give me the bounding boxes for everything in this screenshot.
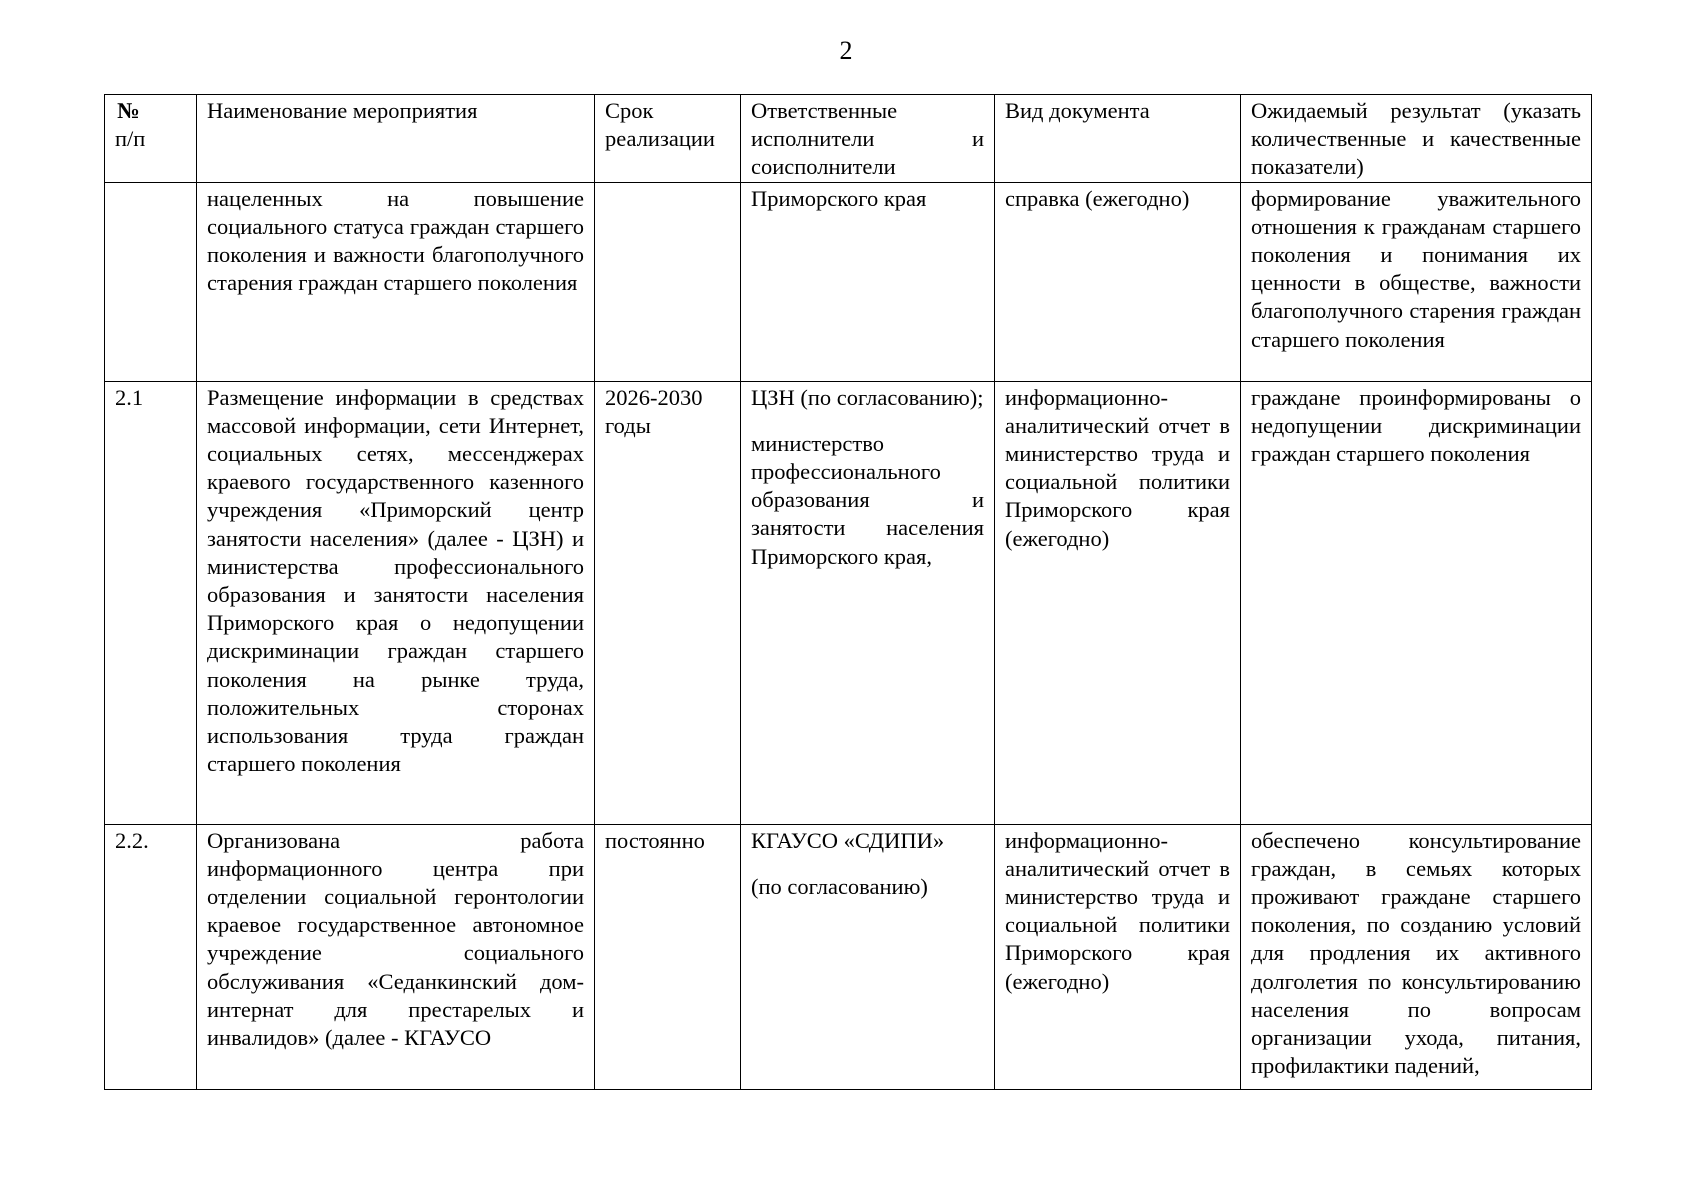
row-doc-type: справка (ежегодно) bbox=[995, 182, 1241, 381]
row-responsible-primary: ЦЗН (по согласованию); bbox=[751, 384, 984, 410]
row-result: формирование уважительного отношения к гражданам старшего поколения и понимания их ценности в обществе, важности благополучного старения граждан старшего поколения bbox=[1241, 182, 1592, 381]
row-name: Организована работа информационного центра при отделении социальной геронтологии краевое государственное автономное учреждение социального обслуживания «Седанкинский дом-интернат для престарелых и инвалидов» (далее - КГАУСО bbox=[197, 824, 595, 1089]
row-doc-type: информационно-аналитический отчет в министерство труда и социальной политики Приморского края (ежегодно) bbox=[995, 824, 1241, 1089]
row-term: 2026-2030 годы bbox=[595, 381, 741, 824]
row-number bbox=[105, 182, 197, 381]
row-result: обеспечено консультирование граждан, в семьях которых проживают граждане старшего поколения, по созданию условий для продления их активного долголетия по консультированию населения по вопросам организации ухода, питания, профилактики падений, bbox=[1241, 824, 1592, 1089]
header-doc-type: Вид документа bbox=[995, 95, 1241, 183]
header-result: Ожидаемый результат (указать количественные и качественные показатели) bbox=[1241, 95, 1592, 183]
row-responsible bbox=[741, 182, 995, 381]
row-number: 2.1 bbox=[105, 381, 197, 824]
row-doc-type: информационно-аналитический отчет в министерство труда и социальной политики Приморского края (ежегодно) bbox=[995, 381, 1241, 824]
table-row bbox=[105, 381, 1592, 824]
table-row bbox=[105, 824, 1592, 1089]
header-number bbox=[105, 95, 197, 183]
page-number: 2 bbox=[839, 36, 853, 65]
row-responsible-secondary: министерство профессионального образования и занятости населения Приморского края, bbox=[751, 430, 984, 569]
header-number-suffix: п/п bbox=[115, 126, 146, 152]
header-term: Срок реализации bbox=[595, 95, 741, 183]
header-name: Наименование мероприятия bbox=[197, 95, 595, 183]
row-responsible bbox=[741, 381, 995, 824]
row-name: Размещение информации в средствах массовой информации, сети Интернет, социальных сетях, мессенджерах краевого государственного казенного учреждения «Приморский центр занятости населения» (далее - ЦЗН) и министерства профессионального образования и занятости населения Приморского края о недопущении дискриминации граждан старшего поколения на рынке труда, положительных сторонах использования труда граждан старшего поколения bbox=[197, 381, 595, 824]
row-result: граждане проинформированы о недопущении дискриминации граждан старшего поколения bbox=[1241, 381, 1592, 824]
row-responsible-primary: КГАУСО «СДИПИ» bbox=[751, 827, 945, 853]
row-name: нацеленных на повышение социального статуса граждан старшего поколения и важности благополучного старения граждан старшего поколения bbox=[197, 182, 595, 381]
table-row bbox=[105, 182, 1592, 381]
action-plan-table bbox=[104, 94, 1592, 1090]
row-responsible-secondary: (по согласованию) bbox=[751, 873, 928, 899]
header-number-symbol: № bbox=[117, 98, 140, 123]
row-responsible-primary: Приморского края bbox=[751, 185, 927, 211]
row-term bbox=[595, 182, 741, 381]
table-header-row bbox=[105, 95, 1592, 183]
row-number: 2.2. bbox=[105, 824, 197, 1089]
row-term: постоянно bbox=[595, 824, 741, 1089]
row-responsible bbox=[741, 824, 995, 1089]
header-responsible: Ответственные исполнители и соисполнители bbox=[741, 95, 995, 183]
